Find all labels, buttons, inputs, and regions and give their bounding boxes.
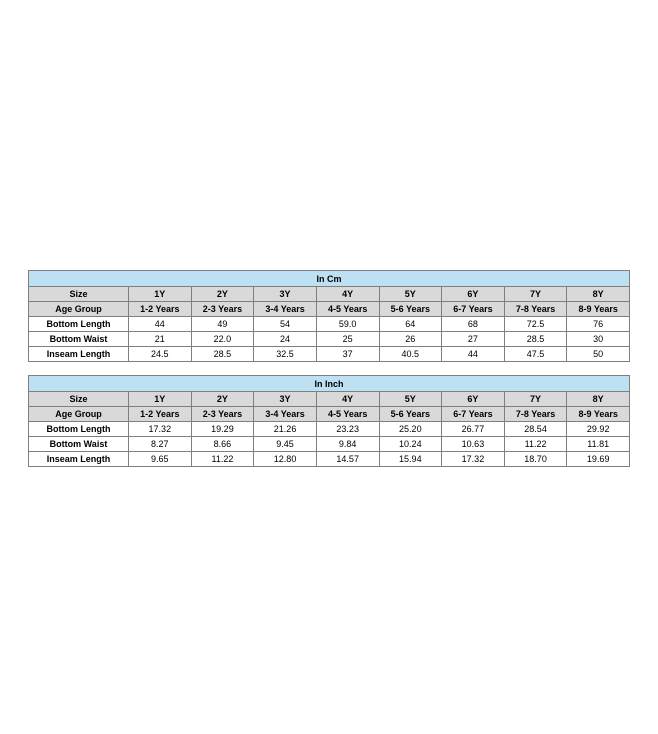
- size-header-cell: 2Y: [191, 392, 254, 407]
- table-row: [29, 317, 630, 332]
- measurement-value: 14.57: [316, 452, 379, 467]
- measurement-value: 19.69: [567, 452, 630, 467]
- measurement-value: 25: [316, 332, 379, 347]
- size-header-cell: 1Y: [129, 392, 192, 407]
- age-group-cell: 2-3 Years: [191, 302, 254, 317]
- measurement-value: 25.20: [379, 422, 442, 437]
- measurement-value: 26.77: [442, 422, 505, 437]
- measurement-value: 76: [567, 317, 630, 332]
- table-title: In Inch: [29, 376, 630, 392]
- measurement-value: 9.65: [129, 452, 192, 467]
- size-header-cell: 7Y: [504, 287, 567, 302]
- size-header-row: [29, 392, 630, 407]
- table-title-row: [29, 376, 630, 392]
- measurement-label: Bottom Waist: [29, 437, 129, 452]
- measurement-value: 47.5: [504, 347, 567, 362]
- size-header-cell: 4Y: [316, 287, 379, 302]
- measurement-label: Bottom Waist: [29, 332, 129, 347]
- size-header-cell: 8Y: [567, 287, 630, 302]
- size-header-cell: 5Y: [379, 287, 442, 302]
- size-header-cell: 3Y: [254, 392, 317, 407]
- measurement-value: 29.92: [567, 422, 630, 437]
- table-title: In Cm: [29, 271, 630, 287]
- measurement-value: 24: [254, 332, 317, 347]
- measurement-value: 10.63: [442, 437, 505, 452]
- measurement-value: 11.81: [567, 437, 630, 452]
- table-row: [29, 347, 630, 362]
- measurement-value: 19.29: [191, 422, 254, 437]
- measurement-value: 12.80: [254, 452, 317, 467]
- measurement-value: 21.26: [254, 422, 317, 437]
- age-group-cell: 3-4 Years: [254, 302, 317, 317]
- measurement-value: 10.24: [379, 437, 442, 452]
- measurement-value: 15.94: [379, 452, 442, 467]
- measurement-value: 11.22: [504, 437, 567, 452]
- age-group-cell: 4-5 Years: [316, 302, 379, 317]
- size-header-cell: 1Y: [129, 287, 192, 302]
- measurement-value: 9.84: [316, 437, 379, 452]
- size-header-cell: 3Y: [254, 287, 317, 302]
- measurement-value: 44: [129, 317, 192, 332]
- age-group-cell: 8-9 Years: [567, 407, 630, 422]
- measurement-value: 17.32: [129, 422, 192, 437]
- size-header-label: Size: [29, 287, 129, 302]
- measurement-value: 40.5: [379, 347, 442, 362]
- age-group-cell: 8-9 Years: [567, 302, 630, 317]
- table-row: [29, 422, 630, 437]
- measurement-label: Inseam Length: [29, 347, 129, 362]
- measurement-value: 11.22: [191, 452, 254, 467]
- age-group-label: Age Group: [29, 302, 129, 317]
- table-row: [29, 452, 630, 467]
- measurement-value: 32.5: [254, 347, 317, 362]
- measurement-label: Bottom Length: [29, 317, 129, 332]
- age-group-cell: 7-8 Years: [504, 302, 567, 317]
- age-group-cell: 6-7 Years: [442, 407, 505, 422]
- measurement-value: 27: [442, 332, 505, 347]
- measurement-value: 28.5: [191, 347, 254, 362]
- measurement-value: 37: [316, 347, 379, 362]
- measurement-value: 8.66: [191, 437, 254, 452]
- measurement-value: 54: [254, 317, 317, 332]
- size-header-cell: 6Y: [442, 392, 505, 407]
- size-header-cell: 8Y: [567, 392, 630, 407]
- size-header-cell: 5Y: [379, 392, 442, 407]
- size-header-cell: 7Y: [504, 392, 567, 407]
- age-group-row: [29, 302, 630, 317]
- measurement-value: 44: [442, 347, 505, 362]
- measurement-value: 9.45: [254, 437, 317, 452]
- age-group-cell: 4-5 Years: [316, 407, 379, 422]
- age-group-cell: 3-4 Years: [254, 407, 317, 422]
- measurement-value: 22.0: [191, 332, 254, 347]
- measurement-value: 17.32: [442, 452, 505, 467]
- age-group-cell: 1-2 Years: [129, 407, 192, 422]
- size-header-cell: 6Y: [442, 287, 505, 302]
- size-header-row: [29, 287, 630, 302]
- size-header-cell: 4Y: [316, 392, 379, 407]
- measurement-value: 23.23: [316, 422, 379, 437]
- measurement-value: 26: [379, 332, 442, 347]
- measurement-value: 28.54: [504, 422, 567, 437]
- age-group-cell: 1-2 Years: [129, 302, 192, 317]
- measurement-value: 8.27: [129, 437, 192, 452]
- size-header-cell: 2Y: [191, 287, 254, 302]
- measurement-value: 24.5: [129, 347, 192, 362]
- measurement-label: Bottom Length: [29, 422, 129, 437]
- measurement-value: 21: [129, 332, 192, 347]
- measurement-value: 72.5: [504, 317, 567, 332]
- age-group-cell: 7-8 Years: [504, 407, 567, 422]
- measurement-value: 30: [567, 332, 630, 347]
- age-group-cell: 6-7 Years: [442, 302, 505, 317]
- table-row: [29, 332, 630, 347]
- age-group-label: Age Group: [29, 407, 129, 422]
- age-group-cell: 5-6 Years: [379, 407, 442, 422]
- age-group-cell: 5-6 Years: [379, 302, 442, 317]
- age-group-row: [29, 407, 630, 422]
- table-row: [29, 437, 630, 452]
- measurement-value: 64: [379, 317, 442, 332]
- measurement-value: 28.5: [504, 332, 567, 347]
- size-chart-inch-table: [28, 375, 630, 467]
- measurement-label: Inseam Length: [29, 452, 129, 467]
- measurement-value: 50: [567, 347, 630, 362]
- measurement-value: 18.70: [504, 452, 567, 467]
- table-title-row: [29, 271, 630, 287]
- age-group-cell: 2-3 Years: [191, 407, 254, 422]
- measurement-value: 49: [191, 317, 254, 332]
- size-header-label: Size: [29, 392, 129, 407]
- measurement-value: 59.0: [316, 317, 379, 332]
- size-chart-cm-table: [28, 270, 630, 362]
- measurement-value: 68: [442, 317, 505, 332]
